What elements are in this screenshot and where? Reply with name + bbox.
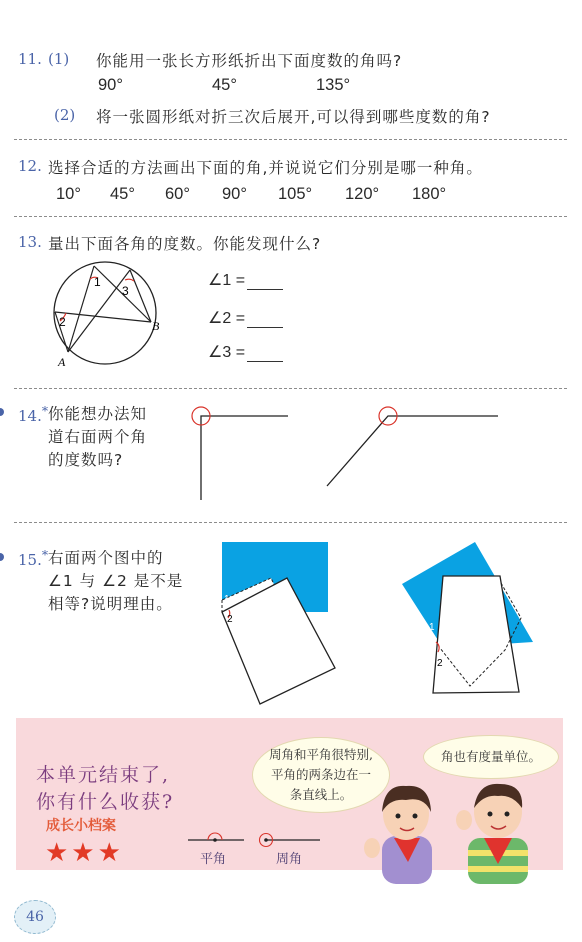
fig-b-label-1: 1 (429, 622, 435, 633)
banner-line-1: 本单元结束了, (36, 764, 171, 786)
flat-angle-label: 平角 (200, 852, 227, 867)
q11-part2-label: (2) (54, 106, 76, 124)
q12-text: 选择合适的方法画出下面的角,并说说它们分别是哪一种角。 (48, 159, 483, 177)
fig-a-label-1: 1 (224, 594, 230, 605)
q14-line: 道右面两个角 (48, 428, 148, 446)
margin-dot (0, 553, 4, 561)
q11-number: 11. (18, 50, 42, 68)
folded-paper (433, 576, 519, 693)
q11-part1-label: (1) (48, 50, 70, 68)
figure-label-b: B (152, 319, 160, 333)
q11-part2-text: 将一张圆形纸对折三次后展开,可以得到哪些度数的角? (96, 108, 491, 126)
q15-figures (215, 538, 540, 710)
q14-num: 14. (18, 407, 42, 425)
q15-text (48, 547, 183, 616)
margin-dot (0, 408, 4, 416)
q14-star: * (41, 403, 49, 418)
separator (14, 216, 567, 217)
answer-blank[interactable] (247, 347, 283, 362)
q13-answer-1 (208, 270, 283, 290)
page-number: 46 (14, 900, 56, 934)
q12-angle-60: 60° (165, 185, 190, 203)
q12-angle-180: 180° (412, 185, 447, 203)
chord (130, 270, 151, 322)
separator (14, 522, 567, 523)
figure-label-3: 3 (122, 284, 129, 298)
speech-bubble-girl: 周角和平角很特别,平角的两条边在一条直线上。 (252, 737, 390, 813)
q14-number (18, 403, 48, 425)
q11-angle-45: 45° (212, 76, 237, 94)
right-angle-figure (201, 416, 288, 500)
q12-angle-90: 90° (222, 185, 247, 203)
q15-num: 15. (18, 551, 42, 569)
growth-archive-label: 成长小档案 (46, 818, 116, 834)
full-angle-label: 周角 (276, 852, 303, 867)
separator (14, 139, 567, 140)
boy-figure (456, 784, 528, 884)
q12-number: 12. (18, 157, 42, 175)
obtuse-angle-figure (327, 416, 498, 486)
answer-label: ∠1 = (208, 272, 246, 289)
angle-arc (125, 279, 134, 281)
vertex-dot (264, 838, 268, 842)
angle-diagrams (186, 828, 326, 850)
q15-star: * (41, 547, 49, 562)
answer-label: ∠2 = (208, 310, 246, 327)
answer-label: ∠3 = (208, 344, 246, 361)
banner-line-2: 你有什么收获? (36, 791, 175, 813)
girl-figure (364, 786, 432, 884)
q14-line: 的度数吗? (48, 451, 124, 469)
answer-blank[interactable] (247, 275, 283, 290)
figure-label-a: A (58, 355, 66, 369)
q15-number (18, 547, 48, 569)
q13-answer-2 (208, 308, 283, 328)
speech-bubble-boy: 角也有度量单位。 (423, 735, 559, 779)
q12-angle-45: 45° (110, 185, 135, 203)
q13-text: 量出下面各角的度数。你能发现什么? (48, 235, 322, 253)
q13-answer-3 (208, 342, 283, 362)
q12-angle-10: 10° (56, 185, 81, 203)
rating-stars: ★★★ (45, 838, 124, 868)
answer-blank[interactable] (247, 313, 283, 328)
separator (14, 388, 567, 389)
fig-b-label-2: 2 (437, 658, 443, 669)
q13-number: 13. (18, 233, 42, 251)
q12-angle-105: 105° (278, 185, 313, 203)
q11-part1-text: 你能用一张长方形纸折出下面度数的角吗? (96, 52, 403, 70)
figure-label-2: 2 (59, 315, 66, 329)
q15-line: ∠1 与 ∠2 是不是 (48, 572, 184, 590)
fig-a-label-2: 2 (227, 614, 233, 625)
q13-circle-figure (44, 258, 174, 370)
q11-angle-135: 135° (316, 76, 351, 94)
children-illustration (360, 778, 560, 884)
q15-line: 右面两个图中的 (48, 549, 164, 567)
q12-angle-120: 120° (345, 185, 380, 203)
q14-line: 你能想办法知 (48, 405, 148, 423)
q14-figures (190, 402, 510, 502)
q14-text (48, 403, 147, 472)
q15-line: 相等?说明理由。 (48, 595, 173, 613)
figure-label-1: 1 (94, 275, 101, 289)
q11-angle-90: 90° (98, 76, 123, 94)
vertex-dot (213, 838, 217, 842)
chord (55, 312, 151, 322)
